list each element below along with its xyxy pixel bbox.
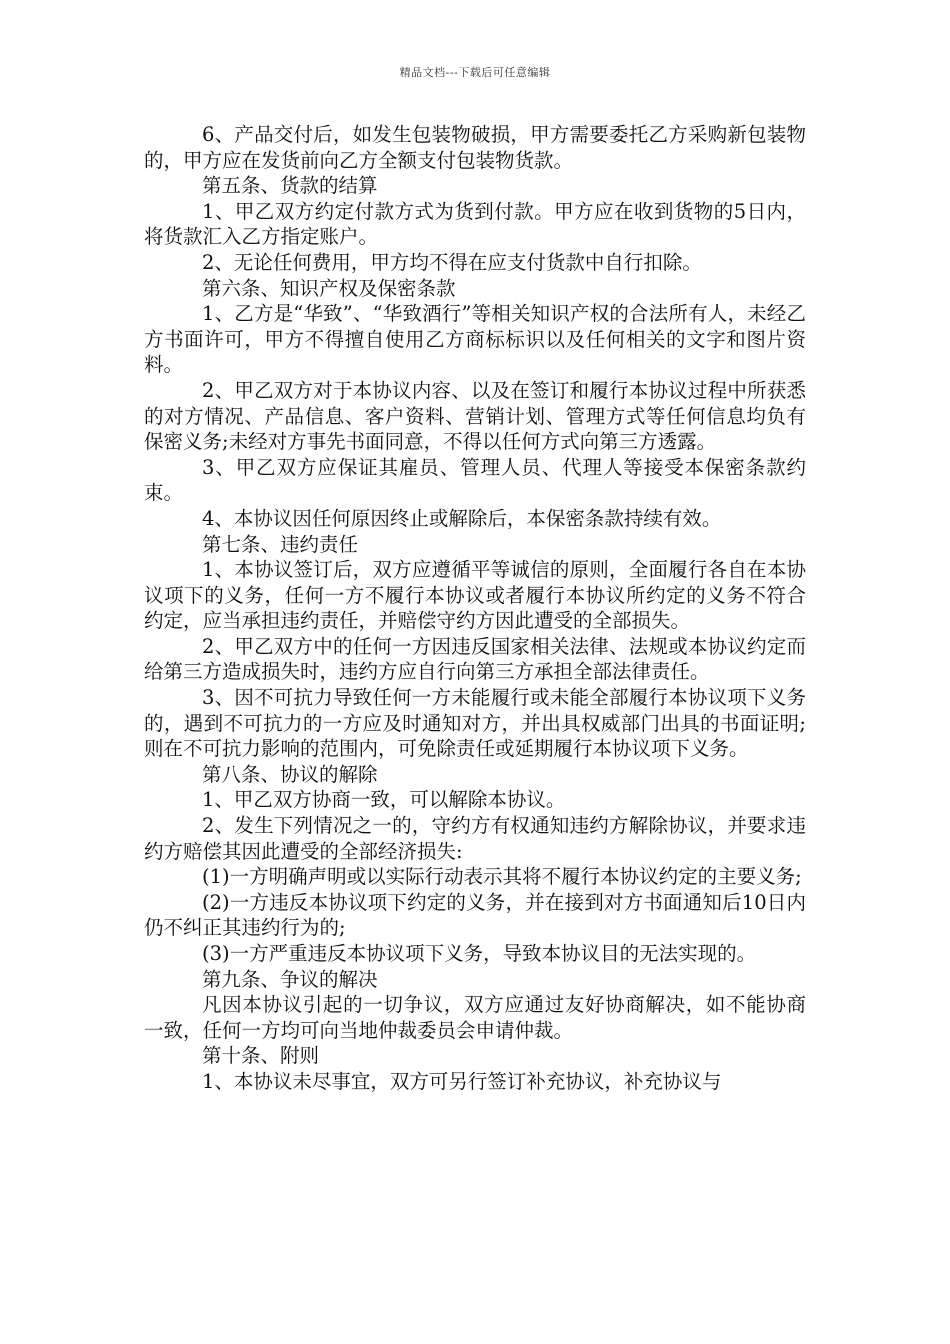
page-header: 精品文档---下载后可任意编辑 [399,66,551,79]
clause-4-item-6: 6、产品交付后，如发生包装物破损，甲方需要委托乙方采购新包装物的，甲方应在发货前向乙方全额支付包装物货款。 [144,123,806,172]
clause-8-subitem-1: (1)一方明确声明或以实际行动表示其将不履行本协议约定的主要义务; [202,865,802,889]
clause-5-item-1: 1、甲乙双方约定付款方式为货到付款。甲方应在收到货物的5日内，将货款汇入乙方指定账户。 [144,199,806,249]
clause-8-item-1: 1、甲乙双方协商一致，可以解除本协议。 [202,788,566,812]
clause-8-subitem-3: (3)一方严重违反本协议项下义务，导致本协议目的无法实现的。 [202,942,757,965]
clause-6-item-3: 3、甲乙双方应保证其雇员、管理人员、代理人等接受本保密条款约束。 [144,455,806,505]
clause-8-item-2: 2、发生下列情况之一的，守约方有权通知违约方解除协议，并要求违约方赔偿其因此遭受的全部经济损失: [144,814,806,863]
article-9-heading: 第九条、争议的解决 [202,967,378,991]
clause-6-item-2: 2、甲乙双方对于本协议内容、以及在签订和履行本协议过程中所获悉的对方情况、产品信息、客户资料、营销计划、管理方式等任何信息均负有保密义务;未经对方事先书面同意，不得以任何方式向第三方透露。 [144,378,806,454]
clause-7-item-1: 1、本协议签订后，双方应遵循平等诚信的原则，全面履行各自在本协议项下的义务，任何一方不履行本协议或者履行本协议所约定的义务不符合约定，应当承担违约责任，并赔偿守约方因此遭受的全部损失。 [144,558,806,633]
clause-8-subitem-2: (2)一方违反本协议项下约定的义务，并在接到对方书面通知后10日内仍不纠正其违约行为的; [144,890,806,940]
clause-7-item-2: 2、甲乙双方中的任何一方因违反国家相关法律、法规或本协议约定而给第三方造成损失时，违约方应自行向第三方承担全部法律责任。 [144,634,806,684]
clause-9-text: 凡因本协议引起的一切争议，双方应通过友好协商解决，如不能协商一致，任何一方均可向当地仲裁委员会申请仲裁。 [144,993,806,1042]
clause-6-item-4: 4、本协议因任何原因终止或解除后，本保密条款持续有效。 [202,506,722,530]
article-7-heading: 第七条、违约责任 [202,532,359,556]
article-6-heading: 第六条、知识产权及保密条款 [202,276,456,300]
document-body [144,122,806,1095]
clause-6-item-1: 1、乙方是“华致”、“华致酒行”等相关知识产权的合法所有人，未经乙方书面许可，甲方不得擅自使用乙方商标标识以及任何相关的文字和图片资料。 [144,302,806,377]
clause-5-item-2: 2、无论任何费用，甲方均不得在应支付货款中自行扣除。 [202,250,702,274]
clause-10-item-1: 1、本协议未尽事宜，双方可另行签订补充协议，补充协议与 [202,1069,722,1093]
article-10-heading: 第十条、附则 [202,1044,320,1068]
article-8-heading: 第八条、协议的解除 [202,762,378,786]
article-5-heading: 第五条、货款的结算 [202,174,378,198]
clause-7-item-3: 3、因不可抗力导致任何一方未能履行或未能全部履行本协议项下义务的，遇到不可抗力的一方应及时通知对方，并出具权威部门出具的书面证明;则在不可抗力影响的范围内，可免除责任或延期履行本协议项下义务。 [144,686,806,761]
